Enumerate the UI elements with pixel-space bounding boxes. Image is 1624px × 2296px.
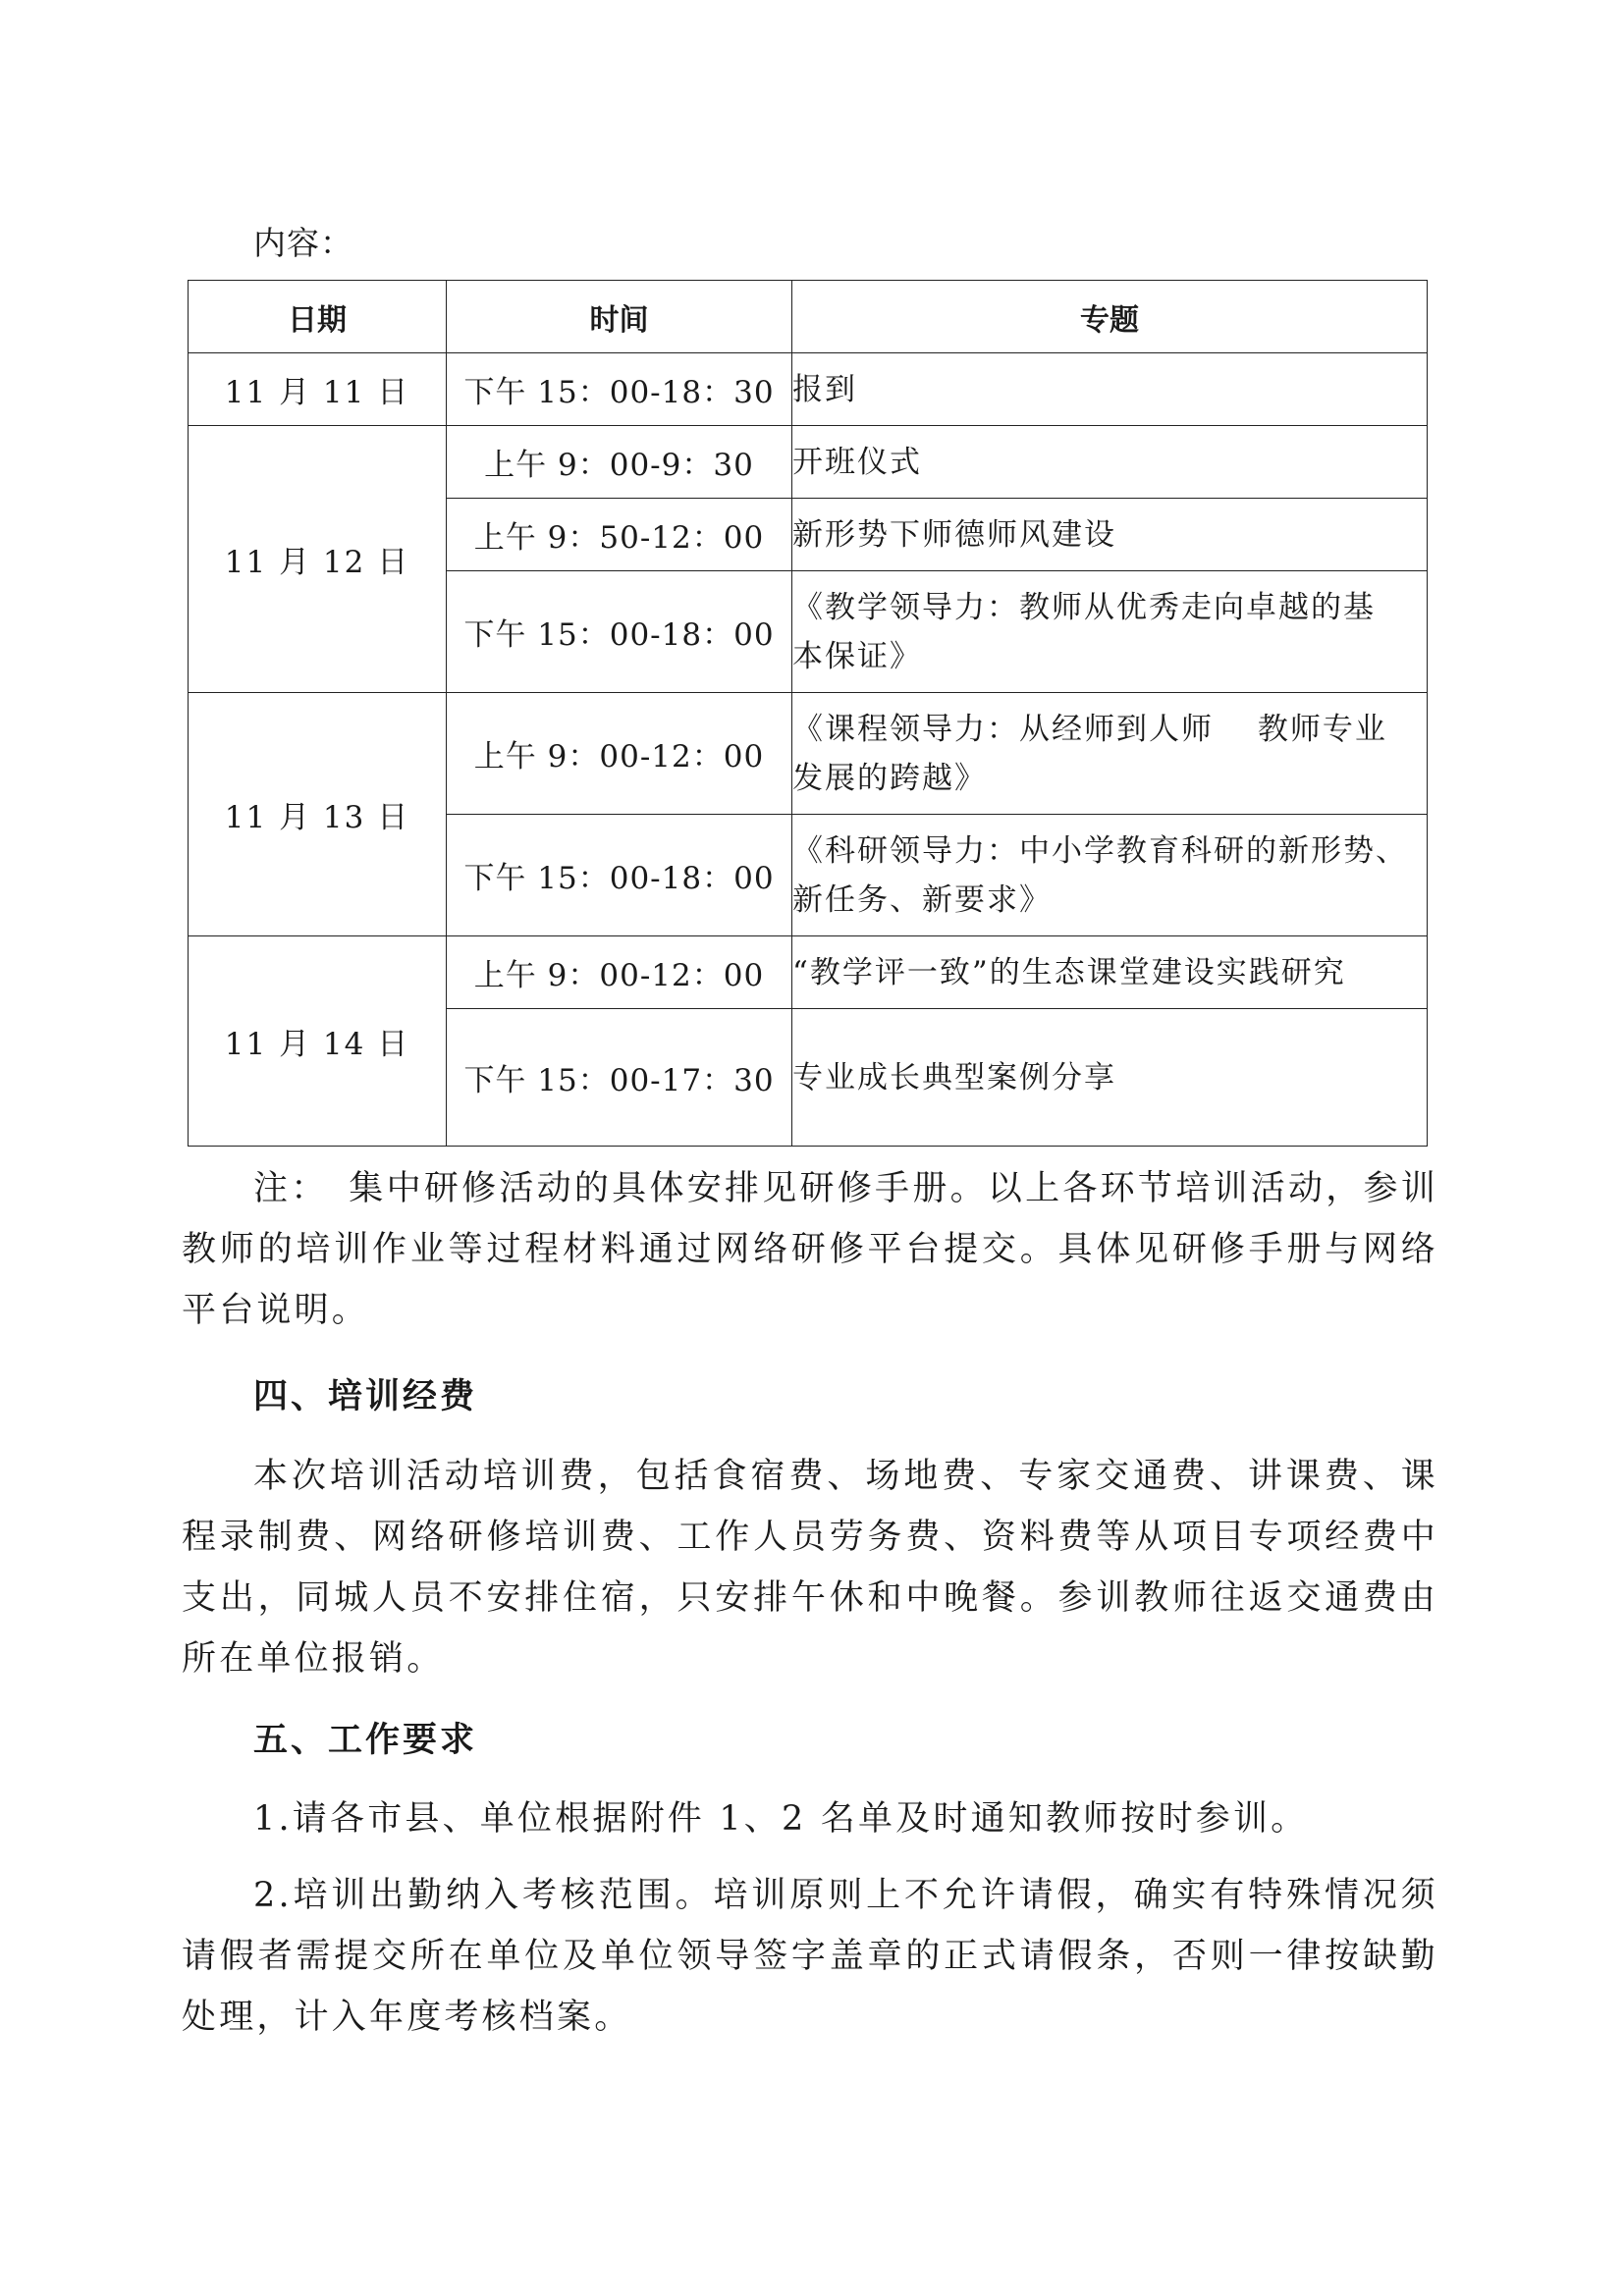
time-cell: 下午 15：00-17：30 (447, 1009, 792, 1147)
time-cell: 下午 15：00-18：00 (447, 571, 792, 693)
topic-line: 《科研领导力：中小学教育科研的新形势、 (792, 832, 1408, 869)
table-row (189, 353, 1428, 426)
topic-cell (792, 571, 1428, 693)
topic-cell: “教学评一致”的生态课堂建设实践研究 (792, 936, 1428, 1009)
date-cell: 11 月 13 日 (189, 693, 447, 936)
topic-line: 《教学领导力：教师从优秀走向卓越的基 (792, 589, 1376, 625)
topic-cell: 新形势下师德师风建设 (792, 499, 1428, 571)
time-cell: 上午 9：50-12：00 (447, 499, 792, 571)
topic-cell: 专业成长典型案例分享 (792, 1009, 1428, 1147)
topic-cell: 报到 (792, 353, 1428, 426)
topic-line: 新任务、新要求》 (792, 881, 1052, 918)
requirement-item-2: 2.培训出勤纳入考核范围。培训原则上不允许请假，确实有特殊情况须请假者需提交所在单位及单位领导签字盖章的正式请假条，否则一律按缺勤处理，计入年度考核档案。 (182, 1876, 1438, 2037)
time-cell: 上午 9：00-9：30 (447, 426, 792, 499)
content-label: 内容： (253, 224, 353, 262)
time-cell: 上午 9：00-12：00 (447, 693, 792, 815)
table-header-row (189, 281, 1428, 353)
header-date: 日期 (189, 281, 447, 353)
table-row (189, 693, 1428, 815)
requirement-item-1: 1.请各市县、单位根据附件 1、2 名单及时通知教师按时参训。 (253, 1799, 1309, 1839)
time-cell: 上午 9：00-12：00 (447, 936, 792, 1009)
schedule-table (188, 280, 1428, 1147)
header-time: 时间 (447, 281, 792, 353)
section-heading-requirements: 五、工作要求 (253, 1721, 478, 1760)
header-topic: 专题 (792, 281, 1428, 353)
date-cell: 11 月 11 日 (189, 353, 447, 426)
date-cell: 11 月 14 日 (189, 936, 447, 1147)
topic-line: 《课程领导力：从经师到人师 教师专业 (792, 711, 1387, 747)
section-heading-funding: 四、培训经费 (253, 1377, 478, 1416)
topic-line: 发展的跨越》 (792, 760, 987, 796)
topic-cell (792, 815, 1428, 936)
topic-cell (792, 693, 1428, 815)
table-row (189, 936, 1428, 1009)
topic-cell: 开班仪式 (792, 426, 1428, 499)
time-cell: 下午 15：00-18：30 (447, 353, 792, 426)
date-cell: 11 月 12 日 (189, 426, 447, 693)
funding-paragraph: 本次培训活动培训费，包括食宿费、场地费、专家交通费、讲课费、课程录制费、网络研修培训费、工作人员劳务费、资料费等从项目专项经费中支出，同城人员不安排住宿，只安排午休和中晚餐。参训教师往返交通费由所在单位报销。 (182, 1457, 1438, 1679)
topic-line: 本保证》 (792, 638, 922, 674)
time-cell: 下午 15：00-18：00 (447, 815, 792, 936)
table-row (189, 426, 1428, 499)
table-note: 注： 集中研修活动的具体安排见研修手册。以上各环节培训活动，参训教师的培训作业等过程材料通过网络研修平台提交。具体见研修手册与网络平台说明。 (182, 1169, 1438, 1330)
